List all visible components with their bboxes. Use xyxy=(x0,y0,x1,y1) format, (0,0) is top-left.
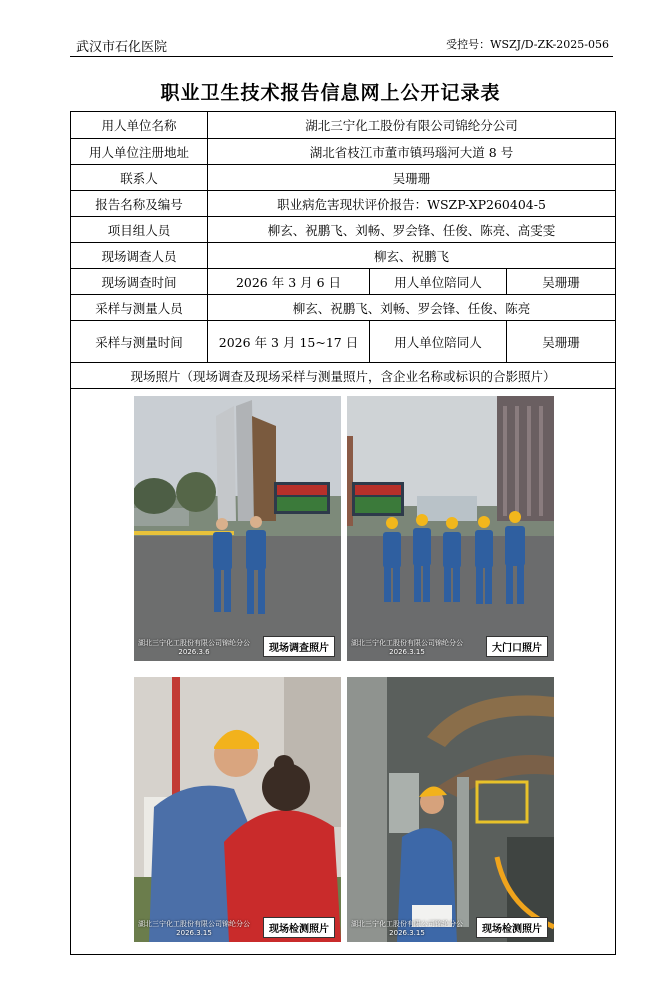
hospital-name: 武汉市石化医院 xyxy=(76,40,168,55)
testing-photo-2-image xyxy=(347,677,554,942)
watermark: 湖北三宁化工股份有限公司锦纶分公 2026.3.15 xyxy=(138,920,250,937)
gate-photo xyxy=(347,396,554,661)
photos-label: 现场照片（现场调查及现场采样与测量照片，含企业名称或标识的合影照片） xyxy=(71,363,616,389)
sampling-staff-value: 柳玄、祝鹏飞、刘畅、罗会锋、任俊、陈亮 xyxy=(208,295,616,321)
survey-staff-label: 现场调查人员 xyxy=(71,243,208,269)
survey-time-label: 现场调查时间 xyxy=(71,269,208,295)
employer-value: 湖北三宁化工股份有限公司锦纶分公司 xyxy=(208,112,616,139)
table-row xyxy=(71,112,616,139)
photos-cell xyxy=(71,389,616,955)
table-row xyxy=(71,389,616,955)
employer-label: 用人单位名称 xyxy=(71,112,208,139)
photo-caption: 现场检测照片 xyxy=(263,917,335,938)
survey-escort-value: 吴珊珊 xyxy=(507,269,616,295)
photo-caption: 现场调查照片 xyxy=(263,636,335,657)
record-table xyxy=(70,111,616,955)
watermark: 湖北三宁化工股份有限公司锦纶分公 2026.3.15 xyxy=(351,920,463,937)
testing-photo-2 xyxy=(347,677,554,942)
table-row xyxy=(71,165,616,191)
survey-escort-label: 用人单位陪同人 xyxy=(370,269,507,295)
photo-caption: 现场检测照片 xyxy=(476,917,548,938)
address-value: 湖北省枝江市董市镇玛瑙河大道 8 号 xyxy=(208,139,616,165)
sampling-time-value: 2026 年 3 月 15~17 日 xyxy=(208,321,370,363)
survey-staff-value: 柳玄、祝鹏飞 xyxy=(208,243,616,269)
contact-label: 联系人 xyxy=(71,165,208,191)
header-rule xyxy=(70,56,613,57)
sampling-escort-value: 吴珊珊 xyxy=(507,321,616,363)
table-row xyxy=(71,191,616,217)
table-row xyxy=(71,363,616,389)
report-value: 职业病危害现状评价报告：WSZP-XP260404-5 xyxy=(208,191,616,217)
table-row xyxy=(71,217,616,243)
page-title: 职业卫生技术报告信息网上公开记录表 xyxy=(160,82,501,104)
sampling-time-label: 采样与测量时间 xyxy=(71,321,208,363)
table-row xyxy=(71,295,616,321)
gate-photo-image xyxy=(347,396,554,661)
survey-photo-image xyxy=(134,396,341,661)
contact-value: 吴珊珊 xyxy=(208,165,616,191)
table-row xyxy=(71,321,616,363)
table-row xyxy=(71,243,616,269)
testing-photo-1 xyxy=(134,677,341,942)
page-header xyxy=(76,36,609,56)
watermark: 湖北三宁化工股份有限公司锦纶分公 2026.3.15 xyxy=(351,639,463,656)
table-row xyxy=(71,269,616,295)
report-label: 报告名称及编号 xyxy=(71,191,208,217)
sampling-staff-label: 采样与测量人员 xyxy=(71,295,208,321)
team-label: 项目组人员 xyxy=(71,217,208,243)
testing-photo-1-image xyxy=(134,677,341,942)
address-label: 用人单位注册地址 xyxy=(71,139,208,165)
table-row xyxy=(71,139,616,165)
team-value: 柳玄、祝鹏飞、刘畅、罗会锋、任俊、陈亮、高雯雯 xyxy=(208,217,616,243)
sampling-escort-label: 用人单位陪同人 xyxy=(370,321,507,363)
survey-time-value: 2026 年 3 月 6 日 xyxy=(208,269,370,295)
watermark: 湖北三宁化工股份有限公司锦纶分公 2026.3.6 xyxy=(138,639,250,656)
survey-photo xyxy=(134,396,341,661)
photo-caption: 大门口照片 xyxy=(486,636,548,657)
control-number: 受控号：WSZJ/D-ZK-2025-056 xyxy=(446,38,609,51)
